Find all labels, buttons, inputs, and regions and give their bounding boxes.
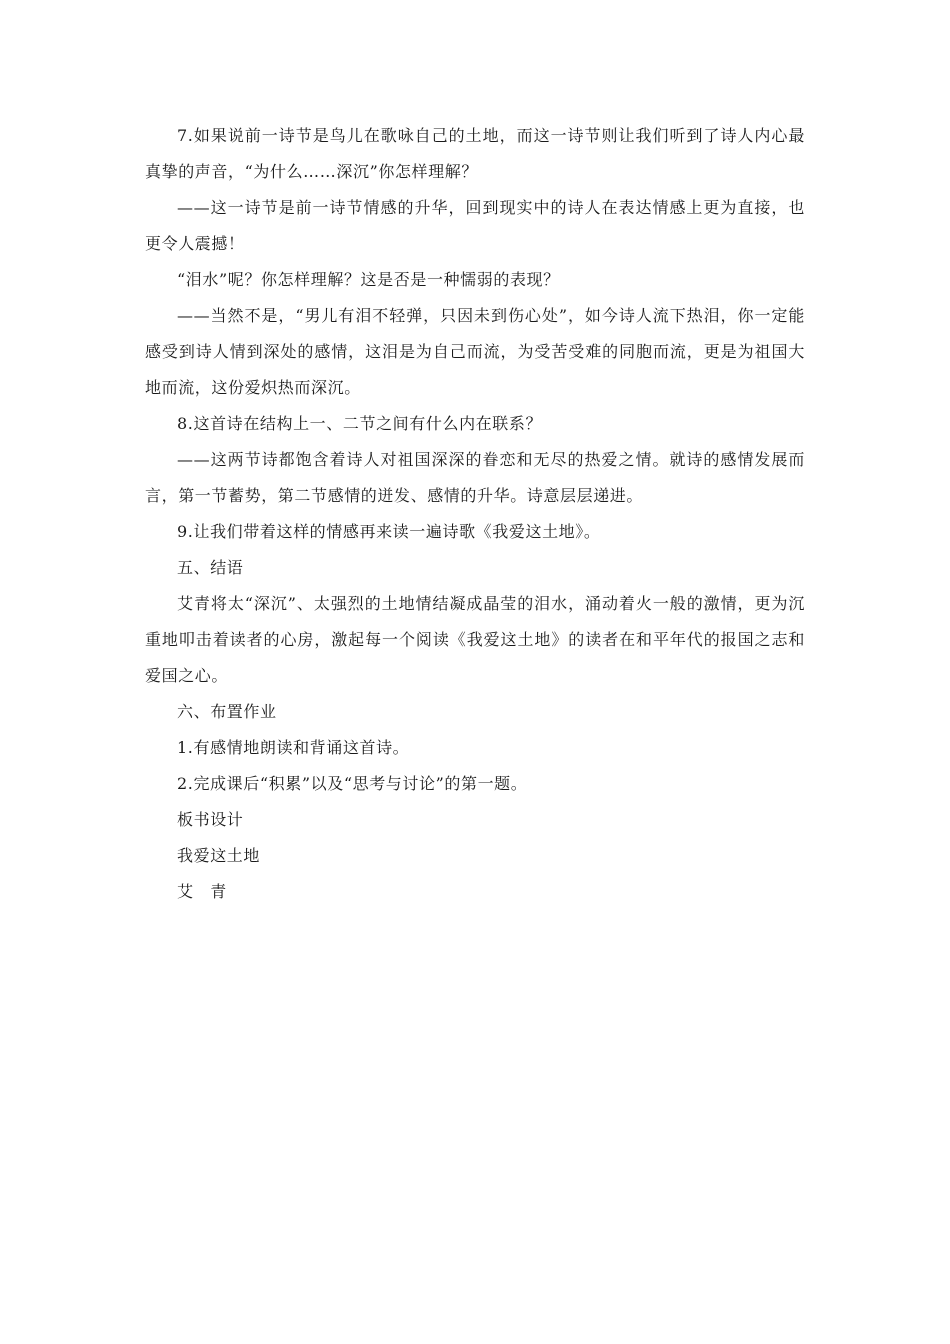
question-8: 8.这首诗在结构上一、二节之间有什么内在联系？ [177,414,543,433]
board-design-poem-title: 我爱这土地 [177,846,261,865]
question-7-tears: “泪水”呢？你怎样理解？这是否是一种懦弱的表现？ [177,270,560,289]
homework-item-1: 1.有感情地朗读和背诵这首诗。 [177,738,410,757]
homework-item-2: 2.完成课后“积累”以及“思考与讨论”的第一题。 [177,774,528,793]
board-design-heading: 板书设计 [177,810,244,829]
document-body [145,118,805,910]
conclusion-text: 艾青将太“深沉”、太强烈的土地情结凝成晶莹的泪水，涌动着火一般的激情，更为沉重地叩击着读者的心房，激起每一个阅读《我爱这土地》的读者在和平年代的报国之志和爱国之心。 [145,594,805,685]
question-9: 9.让我们带着这样的情感再来读一遍诗歌《我爱这土地》。 [177,522,601,541]
question-7: 7.如果说前一诗节是鸟儿在歌咏自己的土地，而这一诗节则让我们听到了诗人内心最真挚的声音，“为什么……深沉”你怎样理解？ [145,126,805,181]
section-heading-homework: 六、布置作业 [177,702,277,721]
answer-8: ——这两节诗都饱含着诗人对祖国深深的眷恋和无尽的热爱之情。就诗的感情发展而言，第一节蓄势，第二节感情的迸发、感情的升华。诗意层层递进。 [145,450,805,505]
board-design-author: 艾 青 [177,882,227,901]
answer-7-tears: ——当然不是，“男儿有泪不轻弹，只因未到伤心处”，如今诗人流下热泪，你一定能感受到诗人情到深处的感情，这泪是为自己而流，为受苦受难的同胞而流，更是为祖国大地而流，这份爱炽热而深沉。 [145,306,805,397]
answer-7: ——这一诗节是前一诗节情感的升华，回到现实中的诗人在表达情感上更为直接，也更令人震撼！ [145,198,805,253]
section-heading-conclusion: 五、结语 [177,558,244,577]
